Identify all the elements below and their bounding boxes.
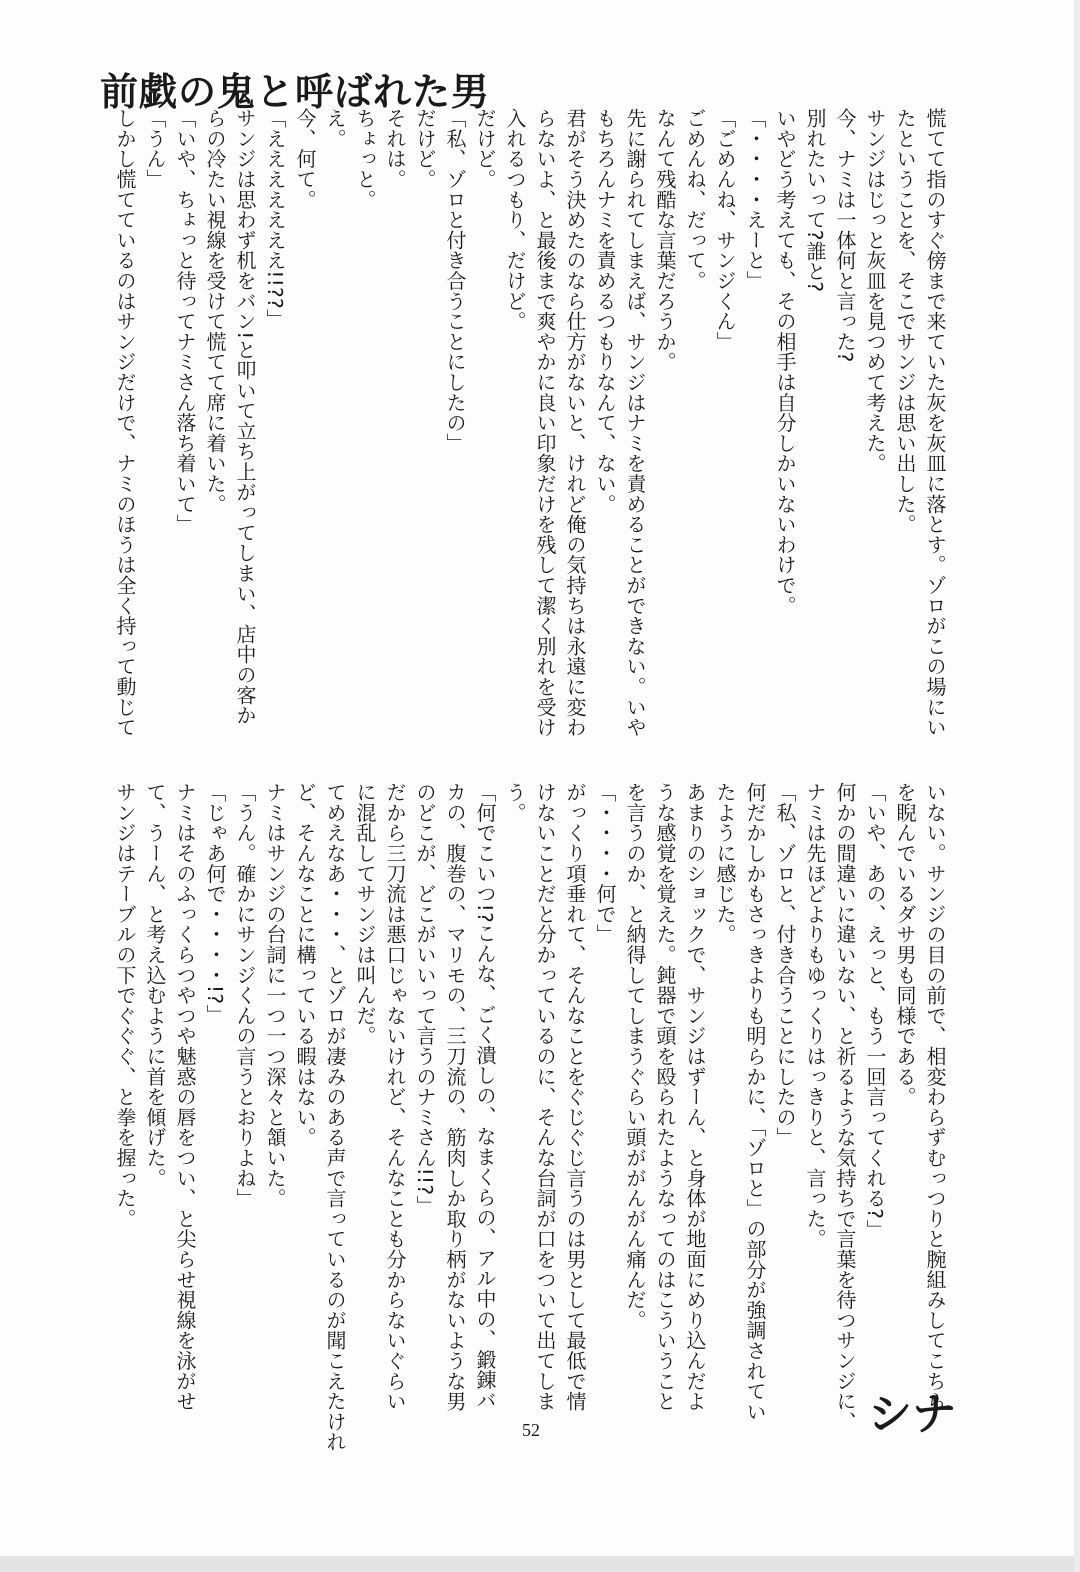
text-line: 「うん。確かにサンジくんの言うとおりよね」 <box>233 782 257 1209</box>
text-line: がっくり項垂れて、そんなことをぐじぐじ言うのは男として最低で情 <box>563 782 587 1412</box>
text-line: なんて残酷な言葉だろうか。 <box>653 108 677 372</box>
text-line: ナミはそのふっくらつやつや魅惑の唇をつい、と尖らせ視線を泳がせ <box>173 782 197 1412</box>
text-block-lower <box>108 782 950 1452</box>
text-line: だけど。 <box>473 108 497 190</box>
text-line: それは。 <box>383 108 407 190</box>
text-line: 今、ナミは一体何と言った? <box>833 108 857 363</box>
text-line: 「・・・・何で」 <box>593 782 617 945</box>
story-title: 前戯の鬼と呼ばれた男 <box>100 70 491 115</box>
text-line: 何かの間違いに違いない、と祈るような気持ちで言葉を待つサンジに、 <box>833 782 857 1432</box>
text-line: 何だかしかもさっきよりも明らかに、「ゾロと」の部分が強調されてい <box>743 782 767 1422</box>
text-line: 入れるつもり、だけど。 <box>503 108 527 332</box>
text-block-upper <box>108 108 950 758</box>
text-line: らないよ、と最後まで爽やかに良い印象だけを残して潔く別れを受け <box>533 108 557 738</box>
text-line: 「えええええええ!!??」 <box>263 108 287 330</box>
text-line: ナミはサンジの台詞に一つ一つ深々と頷いた。 <box>263 782 287 1209</box>
text-line: 「うん」 <box>143 108 167 190</box>
page-number: 52 <box>522 1420 540 1440</box>
text-line: たということを、そこでサンジは思い出した。 <box>893 108 917 535</box>
text-line: 先に謝られてしまえば、サンジはナミを責めることができない。いや <box>623 108 647 738</box>
text-line: サンジはテーブルの下でぐぐぐ、と拳を握った。 <box>113 782 137 1229</box>
text-line: けないことだと分かっているのに、そんな台詞が口をついて出てしま <box>533 782 557 1412</box>
text-line: 君がそう決めたのなら仕方がないと、けれど俺の気持ちは永遠に変わ <box>563 108 587 738</box>
text-line: ちょっと。 <box>353 108 377 210</box>
text-line: う。 <box>503 782 527 823</box>
text-line: 別れたいって?誰と? <box>803 108 827 293</box>
text-line: だけど。 <box>413 108 437 190</box>
text-line: 今、何て。 <box>293 108 317 210</box>
text-line: サンジは思わず机をバン!と叩いて立ち上がってしまい、店中の客か <box>233 108 257 726</box>
text-line: 「私、ゾロと、付き合うことにしたの」 <box>773 782 797 1148</box>
text-line: 「・・・・えーと」 <box>743 108 767 291</box>
scan-edge-bottom <box>0 1556 1080 1572</box>
text-line: を言うのか、と納得してしまうぐらい頭ががんがん痛んだ。 <box>623 782 647 1331</box>
text-line: ごめんね、だって。 <box>683 108 707 291</box>
text-line: もちろんナミを責めるつもりなんて、ない。 <box>593 108 617 514</box>
text-line: カの、腹巻の、マリモの、三刀流の、筋肉しか取り柄がないような男 <box>443 782 467 1412</box>
text-line: ナミは先ほどよりもゆっくりはっきりと、言った。 <box>803 782 827 1249</box>
text-line: 「ごめんね、サンジくん」 <box>713 108 737 352</box>
text-line: てめえなあ・・・、とゾロが凄みのある声で言っているのが聞こえたけれ <box>323 782 347 1452</box>
text-line: て、うーん、と考え込むように首を傾げた。 <box>143 782 167 1188</box>
text-line: 「いや、ちょっと待ってナミさん落ち着いて」 <box>173 108 197 535</box>
text-line: 慌てて指のすぐ傍まで来ていた灰を灰皿に落とす。ゾロがこの場にい <box>923 108 947 738</box>
text-line: ど、そんなことに構っている暇はない。 <box>293 782 317 1148</box>
text-line: え。 <box>323 108 347 149</box>
text-line: 「私、ゾロと付き合うことにしたの」 <box>443 108 467 454</box>
text-line: サンジはじっと灰皿を見つめて考えた。 <box>863 108 887 474</box>
text-line: うな感覚を覚えた。鈍器で頭を殴られたようなってのはこういうこと <box>653 782 677 1412</box>
author-name: シナ <box>868 1389 956 1440</box>
text-line: 「じゃあ何で・・・・!?」 <box>203 782 227 1025</box>
text-line: いない。サンジの目の前で、相変わらずむっつりと腕組みしてこちら <box>923 782 947 1412</box>
text-line: のどこが、どこがいいって言うのナミさん!!?」 <box>413 782 437 1216</box>
text-line: いやどう考えても、その相手は自分しかいないわけで。 <box>773 108 797 616</box>
text-line: を睨んでいるダサ男も同様である。 <box>893 782 917 1107</box>
text-line: 「いや、あの、えっと、もう一回言ってくれる?」 <box>863 782 887 1240</box>
scan-edge-right <box>1074 0 1080 1572</box>
text-line: に混乱してサンジは叫んだ。 <box>353 782 377 1046</box>
text-line: だから三刀流は悪口じゃないけれど、そんなことも分からないぐらい <box>383 782 407 1412</box>
text-line: しかし慌てているのはサンジだけで、ナミのほうは全く持って動じて <box>113 108 137 738</box>
text-line: あまりのショックで、サンジはずーん、と身体が地面にめり込んだよ <box>683 782 707 1412</box>
text-line: らの冷たい視線を受けて慌てて席に着いた。 <box>203 108 227 514</box>
text-line: 「何でこいつ!?こんな、ごく潰しの、なまくらの、アル中の、鍛錬バ <box>473 782 497 1411</box>
text-line: たように感じた。 <box>713 782 737 945</box>
